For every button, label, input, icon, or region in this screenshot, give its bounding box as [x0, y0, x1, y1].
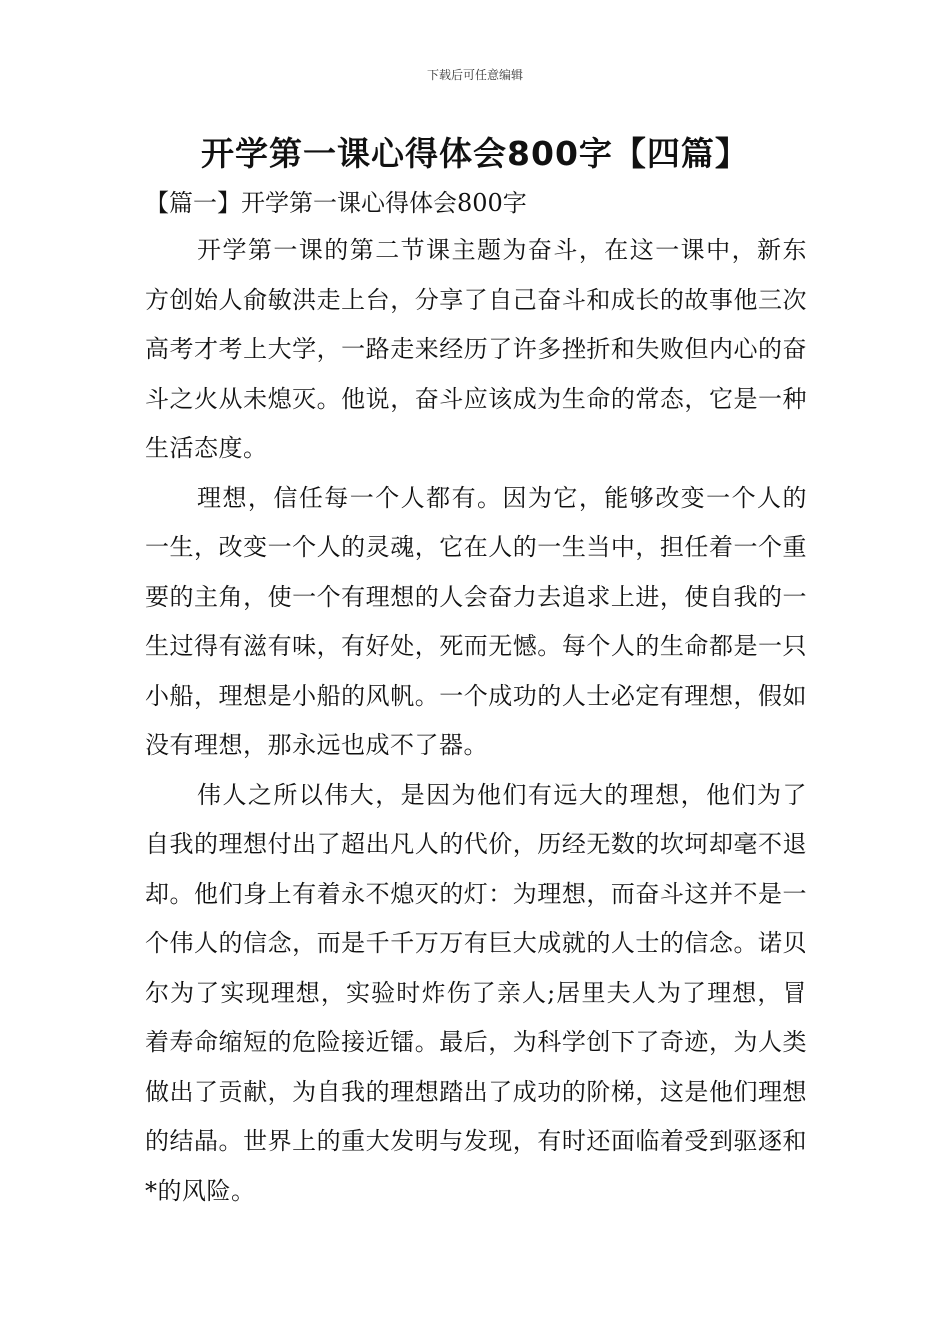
document-title: 开学第一课心得体会800字【四篇】 [201, 134, 749, 173]
paragraph-3: 伟人之所以伟大，是因为他们有远大的理想，他们为了自我的理想付出了超出凡人的代价，历经无数的坎坷却毫不退却。他们身上有着永不熄灭的灯：为理想，而奋斗这并不是一个伟人的信念，而是千千万万有巨大成就的人士的信念。诺贝尔为了实现理想，实验时炸伤了亲人;居里夫人为了理想，冒着寿命缩短的危险接近镭。最后，为科学创下了奇迹，为人类做出了贡献，为自我的理想踏出了成功的阶梯，这是他们理想的结晶。世界上的重大发明与发现，有时还面临着受到驱逐和*的风险。 [145, 780, 807, 1205]
header-note: 下载后可任意编辑 [426, 68, 523, 82]
paragraph-1: 开学第一课的第二节课主题为奋斗，在这一课中，新东方创始人俞敏洪走上台，分享了自己奋斗和成长的故事他三次高考才考上大学，一路走来经历了许多挫折和失败但内心的奋斗之火从未熄灭。他说，奋斗应该成为生命的常态，它是一种生活态度。 [145, 236, 807, 462]
section-heading: 【篇一】开学第一课心得体会800字 [145, 189, 527, 217]
body-text [145, 226, 807, 1216]
paragraph-2: 理想，信任每一个人都有。因为它，能够改变一个人的一生，改变一个人的灵魂，它在人的一生当中，担任着一个重要的主角，使一个有理想的人会奋力去追求上进，使自我的一生过得有滋有味，有好处，死而无憾。每个人的生命都是一只小船，理想是小船的风帆。一个成功的人士必定有理想，假如没有理想，那永远也成不了器。 [145, 483, 807, 759]
